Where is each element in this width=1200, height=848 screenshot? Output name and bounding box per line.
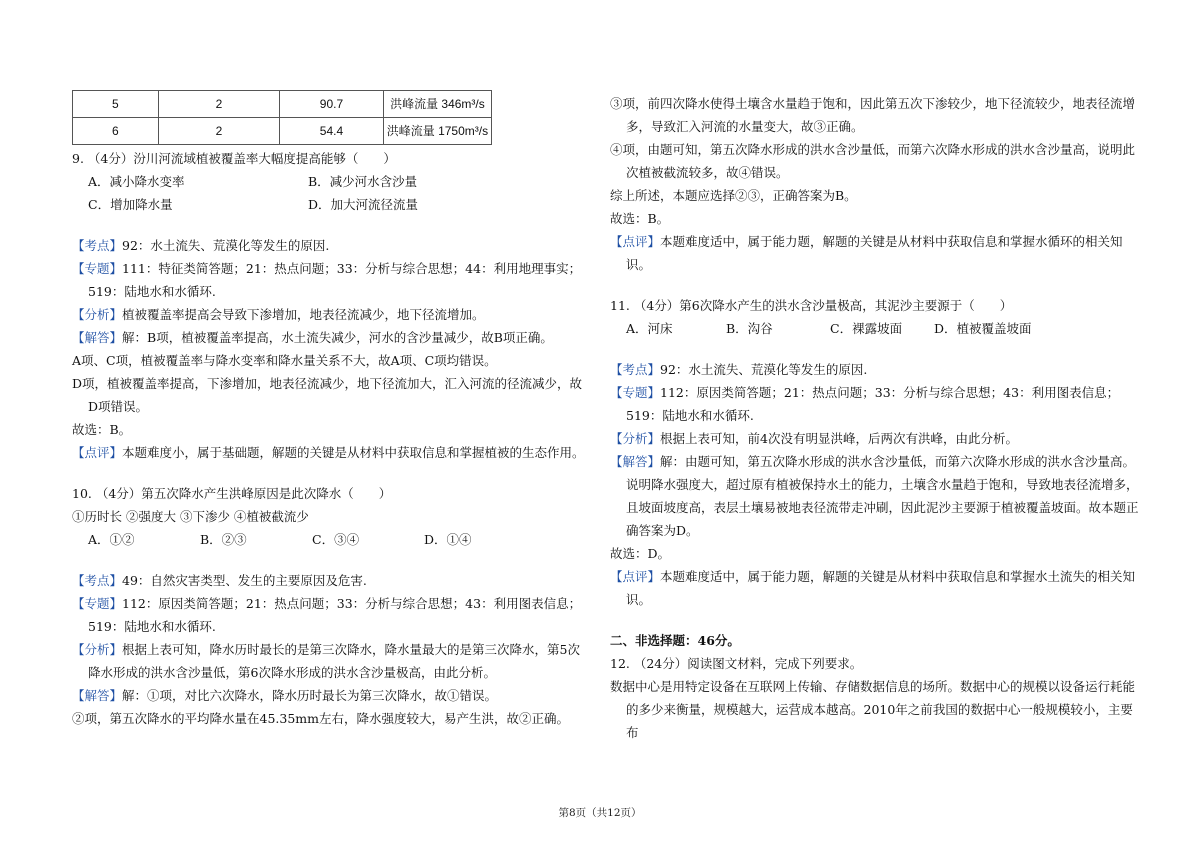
jieda-tag: 【解答】 xyxy=(610,454,661,469)
table-row xyxy=(73,118,492,145)
jieda-text: 解：B项，植被覆盖率提高，水土流失减少，河水的含沙量减少，故B项正确。 xyxy=(122,330,553,345)
fenxi-tag: 【分析】 xyxy=(72,307,123,322)
spacer xyxy=(72,551,590,569)
q10-zhuanti xyxy=(72,592,590,638)
left-column xyxy=(72,90,590,730)
jieda-tag: 【解答】 xyxy=(72,330,123,345)
q11-dianping xyxy=(610,565,1140,611)
table-cell: 5 xyxy=(73,91,159,118)
table-cell: 洪峰流量 1750m³/s xyxy=(383,118,491,145)
q11-kaodian xyxy=(610,358,1140,381)
q9-fenxi xyxy=(72,303,590,326)
q9-line3: D项，植被覆盖率提高，下渗增加，地表径流减少，地下径流加大，汇入河流的径流减少，故D项错误。 xyxy=(72,376,583,414)
fenxi-tag: 【分析】 xyxy=(610,431,661,446)
q10-answer: 故选：B。 xyxy=(610,211,670,226)
jieda-text: 解：①项，对比六次降水，降水历时最长为第三次降水，故①错误。 xyxy=(122,688,498,703)
q10-option-b: B．②③ xyxy=(200,532,247,547)
page-footer: 第8页（共12页） xyxy=(558,807,642,819)
q9-stem: 9. （4分）汾川河流域植被覆盖率大幅度提高能够（ ） xyxy=(72,151,396,166)
spacer xyxy=(610,611,1140,629)
q9-zhuanti xyxy=(72,257,590,303)
q9-option-d: D．加大河流径流量 xyxy=(308,197,419,212)
dianping-text: 本题难度适中，属于能力题，解题的关键是从材料中获取信息和掌握水循环的相关知识。 xyxy=(626,234,1123,272)
table-cell: 2 xyxy=(158,91,279,118)
q9-options-row2 xyxy=(72,193,590,216)
q12-stem: 12. （24分）阅读图文材料，完成下列要求。 xyxy=(610,656,863,671)
jieda-text: 解：由题可知，第五次降水形成的洪水含沙量低，而第六次降水形成的洪水含沙量高。说明降水强度大，超过原有植被保持水土的能力，土壤含水量趋于饱和，导致地表径流增多，且坡面坡度高，表层土壤易被地表径流带走冲刷，因此泥沙主要源于植被覆盖坡面。故本题正确答案为D。 xyxy=(626,454,1139,538)
q10-kaodian xyxy=(72,569,590,592)
dianping-text: 本题难度适中，属于能力题，解题的关键是从材料中获取信息和掌握水土流失的相关知识。 xyxy=(626,569,1136,607)
table-cell: 54.4 xyxy=(280,118,384,145)
spacer xyxy=(72,464,590,482)
q10-jieda xyxy=(72,684,590,707)
right-column xyxy=(610,92,1140,744)
zhuanti-tag: 【专题】 xyxy=(610,385,661,400)
q11-jieda xyxy=(610,450,1140,542)
dianping-tag: 【点评】 xyxy=(610,234,661,249)
q9-options-row1 xyxy=(72,170,590,193)
q9-answer: 故选：B。 xyxy=(72,422,132,437)
q10-options xyxy=(72,528,590,551)
q9-jieda xyxy=(72,326,590,349)
q9-option-c: C．增加降水量 xyxy=(88,197,173,212)
kaodian-tag: 【考点】 xyxy=(610,362,661,377)
fenxi-tag: 【分析】 xyxy=(72,642,123,657)
zhuanti-text: 111：特征类简答题；21：热点问题；33：分析与综合思想；44：利用地理事实；519：陆地水和水循环. xyxy=(88,261,582,299)
kaodian-tag: 【考点】 xyxy=(72,238,123,253)
fenxi-text: 根据上表可知，降水历时最长的是第三次降水，降水量最大的是第三次降水，第5次降水形成的洪水含沙量低，第6次降水形成的洪水含沙量极高，由此分析。 xyxy=(88,642,580,680)
q9-dianping xyxy=(72,441,590,464)
fenxi-text: 植被覆盖率提高会导致下渗增加，地表径流减少，地下径流增加。 xyxy=(122,307,485,322)
kaodian-tag: 【考点】 xyxy=(72,573,123,588)
q10-stem: 10. （4分）第五次降水产生洪峰原因是此次降水（ ） xyxy=(72,486,392,501)
spacer xyxy=(610,276,1140,294)
fenxi-text: 根据上表可知，前4次没有明显洪峰，后两次有洪峰，由此分析。 xyxy=(660,431,1018,446)
q9-kaodian xyxy=(72,234,590,257)
q11-stem: 11. （4分）第6次降水产生的洪水含沙量极高，其泥沙主要源于（ ） xyxy=(610,298,1013,313)
table-cell: 2 xyxy=(158,118,279,145)
q10-line4: ④项，由题可知，第五次降水形成的洪水含沙量低，而第六次降水形成的洪水含沙量高，说明此次植被截流较多，故④错误。 xyxy=(610,142,1136,180)
q11-zhuanti xyxy=(610,381,1140,427)
q11-option-b: B．沟谷 xyxy=(726,321,773,336)
kaodian-text: 92：水土流失、荒漠化等发生的原因. xyxy=(122,238,330,253)
q10-items: ①历时长 ②强度大 ③下渗少 ④植被截流少 xyxy=(72,509,309,524)
q10-line5: 综上所述，本题应选择②③，正确答案为B。 xyxy=(610,188,857,203)
zhuanti-tag: 【专题】 xyxy=(72,261,123,276)
q11-options xyxy=(610,317,1140,340)
q10-line3: ③项，前四次降水使得土壤含水量趋于饱和，因此第五次下渗较少，地下径流较少，地表径流增多，导致汇入河流的水量变大，故③正确。 xyxy=(610,96,1136,134)
q11-fenxi xyxy=(610,427,1140,450)
zhuanti-text: 112：原因类简答题；21：热点问题；33：分析与综合思想；43：利用图表信息；519：陆地水和水循环. xyxy=(626,385,1120,423)
jieda-tag: 【解答】 xyxy=(72,688,123,703)
table-row xyxy=(73,91,492,118)
section-heading: 二、非选择题：46分。 xyxy=(610,633,740,648)
q12-text: 数据中心是用特定设备在互联网上传输、存储数据信息的场所。数据中心的规模以设备运行耗能的多少来衡量，规模越大，运营成本越高。2010年之前我国的数据中心一般规模较小，主要布 xyxy=(610,679,1136,740)
spacer xyxy=(72,216,590,234)
dianping-text: 本题难度小，属于基础题，解题的关键是从材料中获取信息和掌握植被的生态作用。 xyxy=(122,445,585,460)
q11-option-c: C．裸露坡面 xyxy=(830,321,903,336)
q9-option-b: B．减少河水含沙量 xyxy=(308,174,418,189)
q10-dianping xyxy=(610,230,1140,276)
q10-option-a: A．①② xyxy=(88,532,135,547)
kaodian-text: 49：自然灾害类型、发生的主要原因及危害. xyxy=(122,573,367,588)
zhuanti-text: 112：原因类简答题；21：热点问题；33：分析与综合思想；43：利用图表信息；519：陆地水和水循环. xyxy=(88,596,582,634)
q10-fenxi xyxy=(72,638,590,684)
rainfall-table xyxy=(72,90,492,145)
q10-line2: ②项，第五次降水的平均降水量在45.35mm左右，降水强度较大，易产生洪，故②正确。 xyxy=(72,711,569,726)
table-cell: 洪峰流量 346m³/s xyxy=(383,91,491,118)
q11-answer: 故选：D。 xyxy=(610,546,671,561)
table-cell: 6 xyxy=(73,118,159,145)
q10-option-c: C．③④ xyxy=(312,532,360,547)
kaodian-text: 92：水土流失、荒漠化等发生的原因. xyxy=(660,362,868,377)
table-cell: 90.7 xyxy=(280,91,384,118)
spacer xyxy=(610,340,1140,358)
dianping-tag: 【点评】 xyxy=(610,569,661,584)
q11-option-a: A．河床 xyxy=(626,321,673,336)
q10-option-d: D．①④ xyxy=(424,532,472,547)
q9-option-a: A．减小降水变率 xyxy=(88,174,185,189)
dianping-tag: 【点评】 xyxy=(72,445,123,460)
q9-line2: A项、C项，植被覆盖率与降水变率和降水量关系不大，故A项、C项均错误。 xyxy=(72,353,497,368)
zhuanti-tag: 【专题】 xyxy=(72,596,123,611)
q11-option-d: D．植被覆盖坡面 xyxy=(934,321,1032,336)
